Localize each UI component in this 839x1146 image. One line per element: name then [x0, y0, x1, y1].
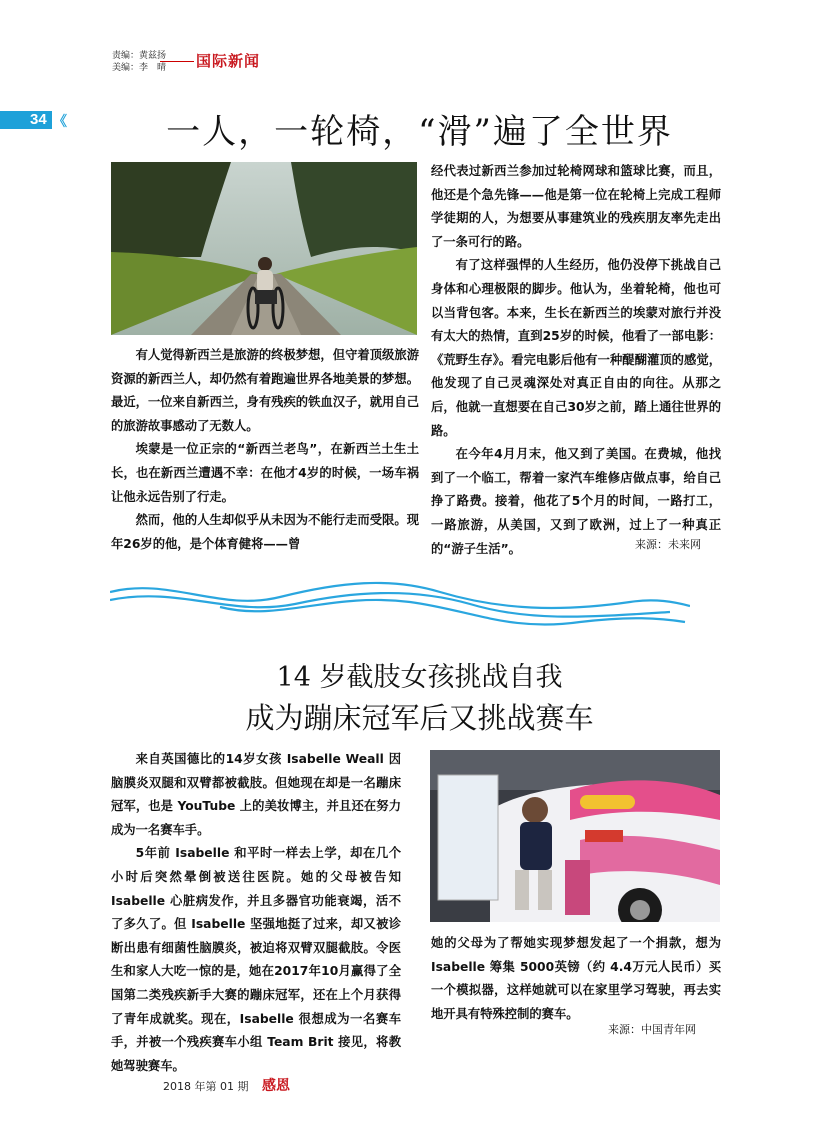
- race-car-photo: [430, 750, 720, 922]
- paragraph: 经代表过新西兰参加过轮椅网球和篮球比赛，而且，他还是个急先锋——他是第一位在轮椅上完成工程师学徒期的人，为想要从事建筑业的残疾朋友率先走出了一条可行的路。: [431, 164, 721, 249]
- paragraph: 5年前 Isabelle 和平时一样去上学，却在几个小时后突然晕倒被送往医院。她的父母被告知 Isabelle 心脏病发作，并且多器官功能衰竭，活不了多久了。但 Isabelle 坚强地挺了过来，却又被诊断出患有细菌性脑膜炎，被迫将双臂双腿截肢。令医生和家人大吃一惊的是，她在2017年10月赢得了全国第二类残疾新手大赛的蹦床冠军，还在上个月获得了青年成就奖。现在，Isabelle 很想成为一名赛车手，并被一个残疾赛车小组 Team Brit 接见，将教她驾驶赛车。: [111, 846, 401, 1073]
- article2-title-line2: 成为蹦床冠军后又挑战赛车: [245, 701, 594, 735]
- article1-source: 来源：未来网: [635, 538, 701, 551]
- wave-divider: [110, 572, 690, 637]
- editor-credits: [112, 50, 166, 74]
- header-divider: [160, 61, 194, 62]
- article1-title: 一人，一轮椅，“滑”遍了全世界: [166, 112, 673, 152]
- article2-column-left: [111, 748, 401, 1078]
- paragraph: 在今年4月月末，他又到了美国。在费城，他找到了一个临工，帮着一家汽车维修店做点事，给自己挣了路费。接着，他花了5个月的时间，一路打工，一路旅游，从美国，又到了欧洲，过上了一种真正的“游子生活”。: [431, 447, 721, 556]
- designer-line: 美编：李 晴: [112, 63, 167, 73]
- article1-column-left: [111, 344, 419, 556]
- article2-title-line1: 14 岁截肢女孩挑战自我: [276, 662, 563, 693]
- page-chevron: 《: [53, 114, 67, 130]
- paragraph: 来自英国德比的14岁女孩 Isabelle Weall 因脑膜炎双腿和双臂都被截肢。但她现在却是一名蹦床冠军，也是 YouTube 上的美妆博主，并且还在努力成为一名赛车手。: [111, 752, 401, 837]
- issue-label: 2018 年第 01 期: [163, 1080, 249, 1093]
- wheelchair-road-photo: [111, 162, 417, 335]
- section-title: 国际新闻: [196, 52, 261, 70]
- article2-source: 来源：中国青年网: [608, 1023, 696, 1036]
- paragraph: 然而，他的人生却似乎从未因为不能行走而受限。现年26岁的他，是个体育健将——曾: [111, 513, 419, 551]
- editor-line: 责编：黄兹扬: [112, 51, 167, 61]
- article2-column-right: [431, 932, 721, 1026]
- magazine-logo: 感恩: [262, 1078, 290, 1094]
- paragraph: 有人觉得新西兰是旅游的终极梦想，但守着顶级旅游资源的新西兰人，却仍然有着跑遍世界各地美景的梦想。最近，一位来自新西兰，身有残疾的铁血汉子，就用自己的旅游故事感动了无数人。: [111, 348, 419, 433]
- page-number: 34: [30, 111, 47, 128]
- paragraph: 埃蒙是一位正宗的“新西兰老鸟”，在新西兰土生土长，也在新西兰遭遇不幸：在他才4岁的时候，一场车祸让他永远告别了行走。: [111, 442, 419, 504]
- paragraph: 她的父母为了帮她实现梦想发起了一个捐款，想为 Isabelle 筹集 5000英镑（约 4.4万元人民币）买一个模拟器，这样她就可以在家里学习驾驶，再去实地开具有特殊控制的赛车。: [431, 936, 721, 1021]
- article1-column-right: [431, 160, 721, 561]
- paragraph: 有了这样强悍的人生经历，他仍没停下挑战自己身体和心理极限的脚步。他认为，坐着轮椅，他也可以当背包客。本来，生长在新西兰的埃蒙对旅行并没有太大的热情，直到25岁的时候，他看了一部电影：《荒野生存》。看完电影后他有一种醍醐灌顶的感觉，他发现了自己灵魂深处对真正自由的向往。从那之后，他就一直想要在自己30岁之前，踏上通往世界的路。: [431, 258, 721, 438]
